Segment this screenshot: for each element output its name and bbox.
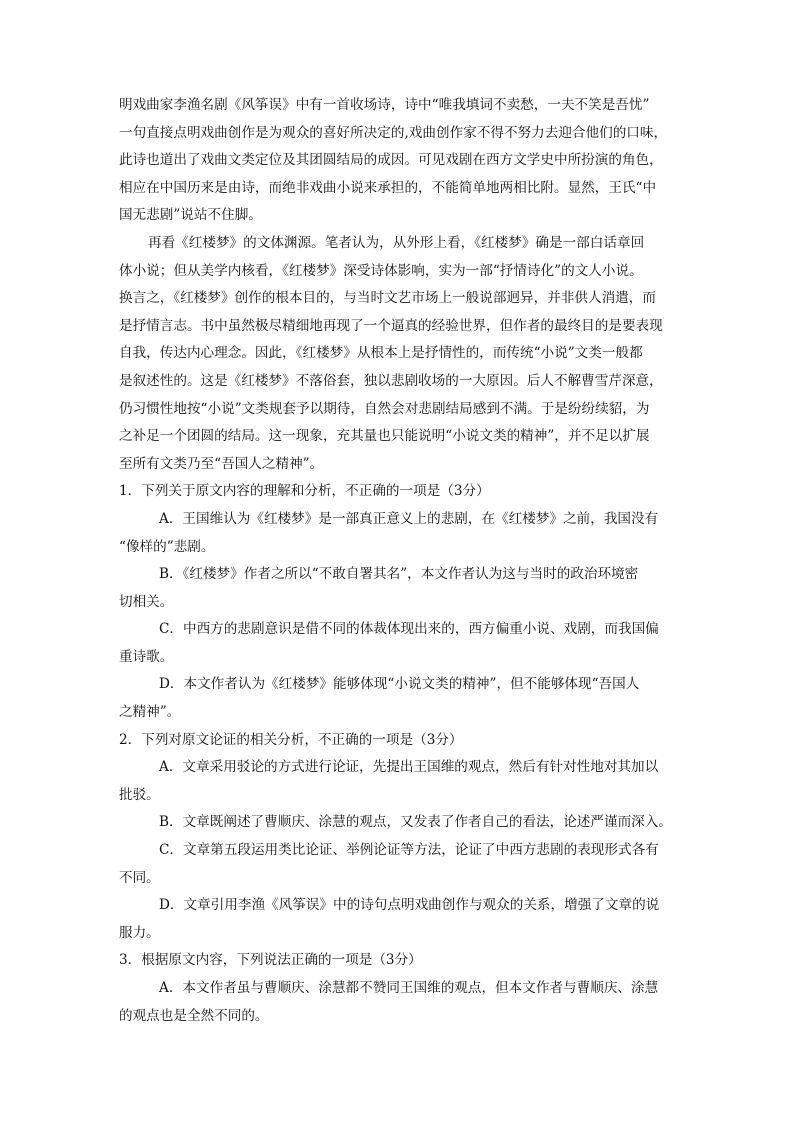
question-2-option-d [119, 892, 679, 947]
option-line: D．文章引用李渔《风筝误》中的诗句点明戏曲创作与观众的关系，增强了文章的说 [159, 897, 660, 914]
paragraph-2-line-4: 是抒情言志。书中虽然极尽精细地再现了一个逼真的经验世界，但作者的最终目的是要表现 [119, 317, 663, 334]
option-line: 不同。 [119, 869, 160, 886]
option-line: 服力。 [119, 924, 160, 941]
paragraph-2-line-7: 仍习惯性地按“小说”文类规套予以期待，自然会对悲剧结局感到不满。于是纷纷续貂，为 [119, 400, 650, 417]
question-3 [119, 947, 679, 1030]
option-line: D．本文作者认为《红楼梦》能够体现“小说文类的精神”，但不能够体现“吾国人 [159, 676, 640, 693]
option-line: A．王国维认为《红楼梦》是一部真正意义上的悲剧，在《红楼梦》之前，我国没有 [159, 510, 659, 527]
paragraph-2-line-2: 体小说；但从美学内核看，《红楼梦》深受诗体影响，实为一部“抒情诗化”的文人小说。 [119, 262, 643, 279]
paragraph-2-line-9: 至所有文类乃至“吾国人之精神”。 [119, 455, 324, 472]
paragraph-1-line-2: 一句直接点明戏曲创作是为观众的喜好所决定的,戏曲创作家不得不努力去迎合他们的口味， [119, 124, 668, 141]
option-line: 之精神”。 [119, 704, 181, 721]
paragraph-2-line-1: 再看《红楼梦》的文体渊源。笔者认为，从外形上看，《红楼梦》确是一部白话章回 [148, 234, 645, 251]
option-line: B．《红楼梦》作者之所以“不敢自署其名”，本文作者认为这与当时的政治环境密 [159, 566, 639, 583]
option-line: A．本文作者虽与曹顺庆、涂慧都不赞同王国维的观点，但本文作者与曹顺庆、涂慧 [159, 980, 659, 996]
paragraph-2-line-8: 之补足一个团圆的结局。这一现象，充其量也只能说明“小说文类的精神”，并不足以扩展 [119, 428, 650, 445]
option-line: 重诗歌。 [119, 648, 174, 665]
question-1 [119, 478, 679, 726]
question-2-option-a [119, 754, 679, 809]
document-page [119, 92, 679, 1030]
question-3-option-a [119, 975, 679, 1030]
question-1-stem: 1．下列关于原文内容的理解和分析，不正确的一项是（3分） [119, 483, 490, 500]
option-line: C．文章第五段运用类比论证、举例论证等方法，论证了中西方悲剧的表现形式各有 [159, 842, 659, 859]
option-line: 批驳。 [119, 786, 160, 803]
question-1-option-c [119, 616, 679, 671]
paragraph-1-line-3: 此诗也道出了戏曲文类定位及其团圆结局的成因。可见戏剧在西方文学史中所扮演的角色， [119, 152, 663, 169]
paragraph-2-line-6: 是叙述性的。这是《红楼梦》不落俗套，独以悲剧收场的一大原因。后人不解曹雪芹深意， [119, 372, 663, 389]
paragraph-1 [119, 92, 679, 230]
paragraph-1-line-1: 明戏曲家李渔名剧《风筝误》中有一首收场诗，诗中“唯我填词不卖愁，一夫不笑是吾忧” [119, 97, 650, 113]
paragraph-2-line-5: 自我，传达内心理念。因此，《红楼梦》从根本上是抒情性的，而传统“小说”文类一般都 [119, 345, 643, 362]
question-2-option-b [119, 809, 679, 837]
option-line: “像样的”悲剧。 [119, 538, 215, 555]
question-2 [119, 727, 679, 948]
option-line: 切相关。 [119, 593, 174, 610]
paragraph-2 [119, 230, 679, 478]
paragraph-2-line-3: 换言之，《红楼梦》创作的根本目的，与当时文艺市场上一般说部迥异，并非供人消遣，而 [119, 290, 656, 307]
question-2-option-c [119, 837, 679, 892]
option-line: A．文章采用驳论的方式进行论证，先提出王国维的观点，然后有针对性地对其加以 [159, 759, 659, 776]
question-1-option-d [119, 671, 679, 726]
question-1-option-a [119, 506, 679, 561]
option-line: 的观点也是全然不同的。 [119, 1007, 269, 1024]
option-line: C．中西方的悲剧意识是借不同的体裁体现出来的，西方偏重小说、戏剧，而我国偏 [159, 621, 659, 638]
question-2-stem: 2．下列对原文论证的相关分析，不正确的一项是（3分） [119, 731, 463, 748]
question-3-stem: 3．根据原文内容，下列说法正确的一项是（3分） [119, 952, 422, 969]
option-line: B．文章既阐述了曹顺庆、涂慧的观点，又发表了作者自己的看法，论述严谨而深入。 [159, 814, 672, 831]
paragraph-1-line-4: 相应在中国历来是由诗，而绝非戏曲小说来承担的，不能简单地两相比附。显然，王氏“中 [119, 179, 657, 196]
question-1-option-b [119, 561, 679, 616]
paragraph-1-line-5: 国无悲剧”说站不住脚。 [119, 207, 262, 224]
